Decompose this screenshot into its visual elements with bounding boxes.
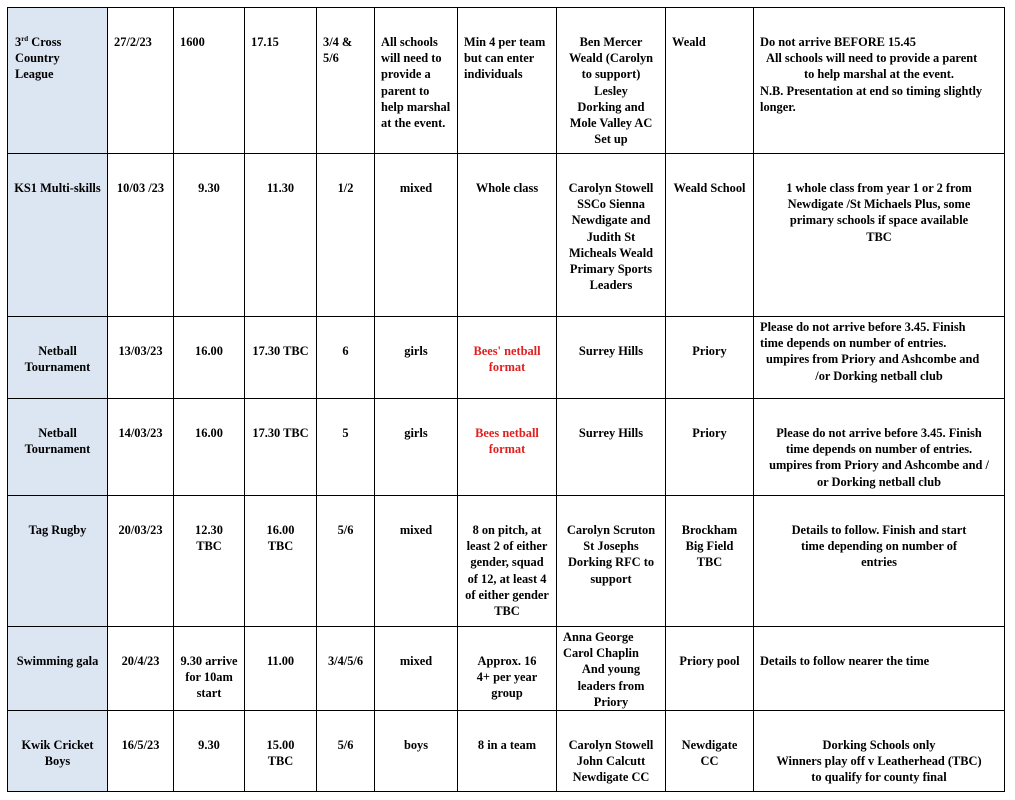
table-row — [8, 496, 1005, 627]
venue-cell: Weald — [666, 8, 754, 154]
start-time-cell: 12.30 TBC — [174, 496, 245, 627]
team-size-cell: 8 on pitch, at least 2 of either gender, squad of 12, at least 4 of either gender TBC — [458, 496, 557, 627]
events-schedule-table — [7, 7, 1005, 792]
gender-cell: mixed — [375, 627, 458, 711]
team-size-cell: 8 in a team — [458, 711, 557, 792]
event-cell: Tag Rugby — [8, 496, 108, 627]
start-time-cell: 1600 — [174, 8, 245, 154]
contact-cell: Surrey Hills — [557, 317, 666, 399]
notes-cell: Dorking Schools only Winners play off v Leatherhead (TBC) to qualify for county final — [754, 711, 1005, 792]
venue-cell: Priory — [666, 317, 754, 399]
contact-cell: Anna George Carol Chaplin And young leaders from Priory — [557, 627, 666, 711]
venue-cell: Brockham Big Field TBC — [666, 496, 754, 627]
event-cell: Netball Tournament — [8, 317, 108, 399]
venue-cell: Priory pool — [666, 627, 754, 711]
end-time-cell: 11.30 — [245, 154, 317, 317]
start-time-cell: 9.30 arrive for 10am start — [174, 627, 245, 711]
notes-cell: 1 whole class from year 1 or 2 from Newdigate /St Michaels Plus, some primary schools if space available TBC — [754, 154, 1005, 317]
event-cell: KS1 Multi-skills — [8, 154, 108, 317]
team-size-cell: Bees netball format — [458, 399, 557, 496]
contact-cell: Carolyn Stowell SSCo Sienna Newdigate and Judith St Micheals Weald Primary Sports Leaders — [557, 154, 666, 317]
date-cell: 16/5/23 — [108, 711, 174, 792]
team-size-cell: Approx. 16 4+ per year group — [458, 627, 557, 711]
gender-cell: girls — [375, 317, 458, 399]
date-cell: 14/03/23 — [108, 399, 174, 496]
year-groups-cell: 6 — [317, 317, 375, 399]
notes-cell: Details to follow. Finish and start time depending on number of entries — [754, 496, 1005, 627]
start-time-cell: 16.00 — [174, 399, 245, 496]
gender-cell: girls — [375, 399, 458, 496]
table-row — [8, 711, 1005, 792]
end-time-cell: 11.00 — [245, 627, 317, 711]
date-cell: 13/03/23 — [108, 317, 174, 399]
notes-cell: Details to follow nearer the time — [754, 627, 1005, 711]
team-size-cell: Min 4 per team but can enter individuals — [458, 8, 557, 154]
venue-cell: Priory — [666, 399, 754, 496]
date-cell: 10/03 /23 — [108, 154, 174, 317]
venue-cell: Weald School — [666, 154, 754, 317]
date-cell: 20/03/23 — [108, 496, 174, 627]
table-row — [8, 627, 1005, 711]
start-time-cell: 9.30 — [174, 711, 245, 792]
gender-cell: mixed — [375, 154, 458, 317]
table-row — [8, 154, 1005, 317]
start-time-cell: 16.00 — [174, 317, 245, 399]
year-groups-cell: 3/4 & 5/6 — [317, 8, 375, 154]
notes-cell: Please do not arrive before 3.45. Finish time depends on number of entries. umpires from Priory and Ashcombe and /or Dorking netball club — [754, 317, 1005, 399]
end-time-cell: 17.30 TBC — [245, 317, 317, 399]
event-cell: 3rd Cross Country League — [8, 8, 108, 154]
year-groups-cell: 5/6 — [317, 496, 375, 627]
table-row — [8, 399, 1005, 496]
gender-cell: All schools will need to provide a parent to help marshal at the event. — [375, 8, 458, 154]
gender-cell: mixed — [375, 496, 458, 627]
table-row — [8, 317, 1005, 399]
date-cell: 27/2/23 — [108, 8, 174, 154]
event-cell: Netball Tournament — [8, 399, 108, 496]
end-time-cell: 17.15 — [245, 8, 317, 154]
event-cell: Swimming gala — [8, 627, 108, 711]
team-size-cell: Bees' netball format — [458, 317, 557, 399]
date-cell: 20/4/23 — [108, 627, 174, 711]
contact-cell: Surrey Hills — [557, 399, 666, 496]
event-cell: Kwik Cricket Boys — [8, 711, 108, 792]
end-time-cell: 16.00 TBC — [245, 496, 317, 627]
team-size-cell: Whole class — [458, 154, 557, 317]
start-time-cell: 9.30 — [174, 154, 245, 317]
year-groups-cell: 1/2 — [317, 154, 375, 317]
venue-cell: Newdigate CC — [666, 711, 754, 792]
end-time-cell: 15.00 TBC — [245, 711, 317, 792]
year-groups-cell: 5 — [317, 399, 375, 496]
contact-cell: Carolyn Scruton St Josephs Dorking RFC to support — [557, 496, 666, 627]
notes-cell: Please do not arrive before 3.45. Finish time depends on number of entries. umpires from Priory and Ashcombe and / or Dorking netball club — [754, 399, 1005, 496]
contact-cell: Ben Mercer Weald (Carolyn to support) Lesley Dorking and Mole Valley AC Set up — [557, 8, 666, 154]
year-groups-cell: 5/6 — [317, 711, 375, 792]
gender-cell: boys — [375, 711, 458, 792]
year-groups-cell: 3/4/5/6 — [317, 627, 375, 711]
notes-cell: Do not arrive BEFORE 15.45 All schools will need to provide a parent to help marshal at the event. N.B. Presentation at end so timing slightly longer. — [754, 8, 1005, 154]
table-row — [8, 8, 1005, 154]
end-time-cell: 17.30 TBC — [245, 399, 317, 496]
contact-cell: Carolyn Stowell John Calcutt Newdigate CC — [557, 711, 666, 792]
